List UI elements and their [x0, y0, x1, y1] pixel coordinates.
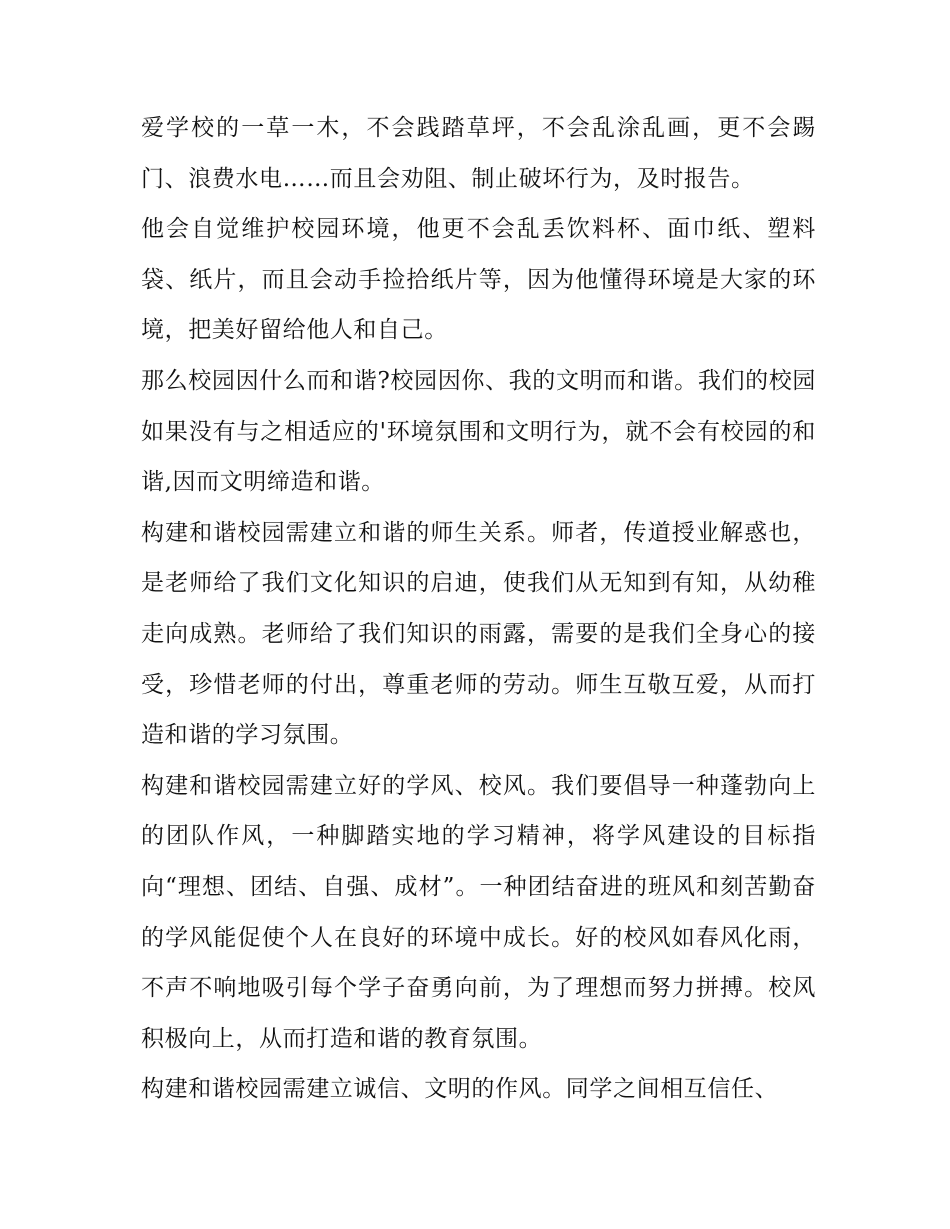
document-page: [141, 103, 816, 1115]
paragraph-2: 他会自觉维护校园环境，他更不会乱丢饮料杯、面巾纸、塑料袋、纸片，而且会动手捡拾纸片等，因为他懂得环境是大家的环境，把美好留给他人和自己。: [141, 216, 816, 344]
paragraph-1: 爱学校的一草一木，不会践踏草坪，不会乱涂乱画，更不会踢门、浪费水电……而且会劝阻、制止破坏行为，及时报告。: [141, 115, 816, 192]
paragraph-4: 构建和谐校园需建立和谐的师生关系。师者，传道授业解惑也，是老师给了我们文化知识的启迪，使我们从无知到有知，从幼稚走向成熟。老师给了我们知识的雨露，需要的是我们全身心的接受，珍惜老师的付出，尊重老师的劳动。师生互敬互爱，从而打造和谐的学习氛围。: [141, 519, 816, 749]
paragraph-5: 构建和谐校园需建立好的学风、校风。我们要倡导一种蓬勃向上的团队作风，一种脚踏实地的学习精神，将学风建设的目标指向“理想、团结、自强、成材”。一种团结奋进的班风和刻苦勤奋的学风能促使个人在良好的环境中成长。好的校风如春风化雨，不声不响地吸引每个学子奋勇向前，为了理想而努力拼搏。校风积极向上，从而打造和谐的教育氛围。: [141, 772, 816, 1052]
paragraph-6: 构建和谐校园需建立诚信、文明的作风。同学之间相互信任、: [141, 1076, 779, 1103]
paragraph-3: 那么校园因什么而和谐?校园因你、我的文明而和谐。我们的校园如果没有与之相适应的'环境氛围和文明行为，就不会有校园的和谐,因而文明缔造和谐。: [141, 367, 816, 496]
